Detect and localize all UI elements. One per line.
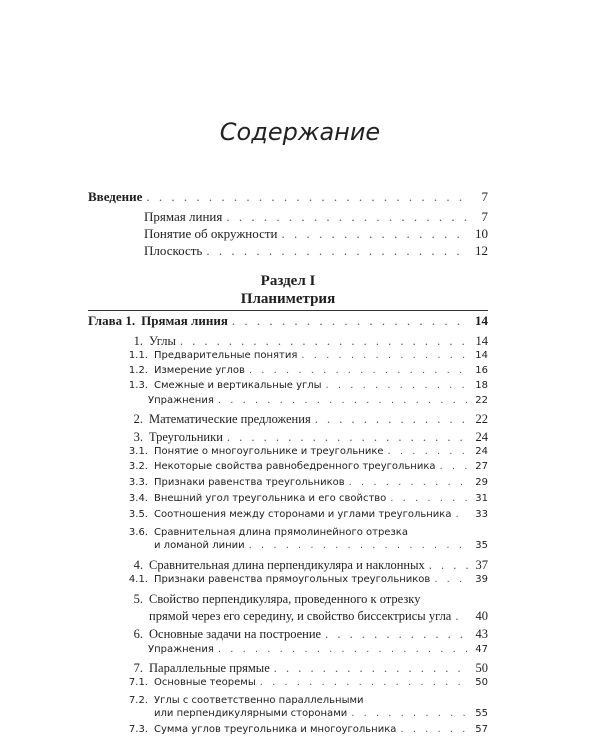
toc-subsection[interactable] bbox=[88, 477, 488, 489]
toc-page: 57 bbox=[475, 724, 488, 735]
toc-subsection[interactable] bbox=[88, 380, 488, 392]
leader-dots bbox=[274, 661, 468, 675]
toc-label: Упражнения bbox=[148, 395, 214, 406]
subsection-number: 3.2. bbox=[128, 461, 148, 472]
toc-page: 50 bbox=[475, 677, 488, 688]
toc-subsection[interactable] bbox=[88, 461, 488, 473]
subsection-number: 3.1. bbox=[128, 446, 148, 457]
toc-section[interactable] bbox=[88, 627, 488, 641]
toc-label: Соотношения между сторонами и углами треугольника bbox=[154, 509, 452, 520]
subsection-number: 3.3. bbox=[128, 477, 148, 488]
leader-dots bbox=[400, 724, 468, 736]
toc-label: Параллельные прямые bbox=[149, 661, 270, 675]
section-number: 1. bbox=[133, 334, 143, 348]
toc-subsection[interactable] bbox=[88, 350, 488, 362]
leader-dots bbox=[218, 644, 468, 656]
toc-label: Математические предложения bbox=[149, 412, 311, 426]
toc-label: Понятие об окружности bbox=[144, 226, 278, 241]
part-name: Планиметрия bbox=[240, 291, 336, 307]
toc-label: Сумма углов треугольника и многоугольника bbox=[154, 724, 397, 735]
leader-dots bbox=[282, 227, 469, 242]
subsection-number: 1.2. bbox=[128, 365, 148, 376]
toc-label: Углы bbox=[149, 334, 176, 348]
toc-intro-item[interactable] bbox=[88, 227, 488, 242]
subsection-number: 4.1. bbox=[128, 574, 148, 585]
toc-label-line1: Сравнительная длина прямолинейного отрезка bbox=[154, 527, 408, 538]
toc-label-line2: и ломаной линии bbox=[154, 540, 245, 551]
toc-page: 55 bbox=[475, 708, 488, 719]
toc-page: 18 bbox=[475, 380, 488, 391]
toc-label-line2: прямой через его середину, и свойство биссектрисы угла bbox=[149, 609, 452, 623]
toc-label: Плоскость bbox=[144, 243, 203, 258]
leader-dots bbox=[218, 395, 468, 407]
toc-page: 16 bbox=[475, 365, 488, 376]
leader-dots bbox=[349, 477, 468, 489]
toc-label: Прямая линия bbox=[144, 209, 223, 224]
toc-section[interactable] bbox=[88, 592, 488, 607]
toc-page: 24 bbox=[475, 446, 488, 457]
leader-dots bbox=[180, 334, 468, 348]
toc-section[interactable] bbox=[88, 430, 488, 444]
toc-page: 22 bbox=[475, 412, 488, 426]
toc-page: 14 bbox=[475, 313, 488, 328]
toc-label: Сравнительная длина перпендикуляра и наклонных bbox=[149, 558, 425, 572]
leader-dots bbox=[429, 558, 468, 572]
leader-dots bbox=[249, 540, 468, 552]
toc-page: 29 bbox=[475, 477, 488, 488]
toc-label: Треугольники bbox=[149, 430, 223, 444]
toc-page: 37 bbox=[475, 558, 488, 572]
toc-page: 7 bbox=[481, 209, 488, 224]
toc-subsection[interactable] bbox=[88, 574, 488, 586]
toc-page: 27 bbox=[475, 461, 488, 472]
part-number: Раздел I bbox=[260, 273, 316, 289]
toc-section[interactable] bbox=[88, 558, 488, 572]
toc-page: 47 bbox=[475, 644, 488, 655]
leader-dots bbox=[315, 412, 468, 426]
toc-subsection[interactable] bbox=[88, 693, 488, 708]
toc-label: Введение bbox=[88, 189, 143, 204]
leader-dots bbox=[326, 380, 468, 392]
toc-label: Понятие о многоугольнике и треугольнике bbox=[154, 446, 384, 457]
toc-page: 39 bbox=[475, 574, 488, 585]
toc-page: 22 bbox=[475, 395, 488, 406]
toc-chapter[interactable] bbox=[88, 314, 488, 329]
leader-dots bbox=[232, 314, 468, 329]
leader-dots bbox=[301, 350, 468, 362]
toc-intro[interactable] bbox=[88, 190, 488, 205]
toc-page: 14 bbox=[475, 334, 488, 348]
divider bbox=[88, 310, 488, 311]
leader-dots bbox=[455, 609, 468, 623]
toc-page: 50 bbox=[475, 661, 488, 675]
leader-dots bbox=[351, 708, 468, 720]
leader-dots bbox=[146, 190, 468, 205]
leader-dots bbox=[206, 244, 468, 259]
toc-label-line2: или перпендикулярными сторонами bbox=[154, 708, 348, 719]
toc-subsection-cont[interactable] bbox=[88, 540, 488, 552]
toc-page: 14 bbox=[475, 350, 488, 361]
leader-dots bbox=[325, 627, 468, 641]
toc-page: 43 bbox=[475, 627, 488, 641]
section-number: 5. bbox=[133, 592, 143, 606]
toc-subsection[interactable] bbox=[88, 446, 488, 458]
toc-intro-item[interactable] bbox=[88, 244, 488, 259]
toc-label: Основные теоремы bbox=[154, 677, 256, 688]
toc-page: 12 bbox=[475, 243, 488, 258]
toc-label: Признаки равенства треугольников bbox=[154, 477, 345, 488]
toc-subsection[interactable] bbox=[88, 677, 488, 689]
section-number: 4. bbox=[133, 558, 143, 572]
section-number: 6. bbox=[133, 627, 143, 641]
subsection-number: 1.1. bbox=[128, 350, 148, 361]
leader-dots bbox=[226, 210, 468, 225]
leader-dots bbox=[227, 430, 468, 444]
subsection-number: 7.1. bbox=[128, 677, 148, 688]
toc-page: 40 bbox=[475, 609, 488, 623]
subsection-number: 3.5. bbox=[128, 509, 148, 520]
subsection-number: 7.3. bbox=[128, 724, 148, 735]
toc-page: 31 bbox=[475, 493, 488, 504]
toc-exercises[interactable] bbox=[88, 644, 488, 656]
toc-page: 10 bbox=[475, 226, 488, 241]
toc-label: Упражнения bbox=[148, 644, 214, 655]
leader-dots bbox=[249, 365, 468, 377]
leader-dots bbox=[440, 461, 469, 473]
toc-label: Измерение углов bbox=[154, 365, 245, 376]
leader-dots bbox=[260, 677, 468, 689]
toc-intro-item[interactable] bbox=[88, 210, 488, 225]
toc-page: 24 bbox=[475, 430, 488, 444]
subsection-number: 3.6. bbox=[128, 527, 148, 538]
toc-section[interactable] bbox=[88, 412, 488, 426]
leader-dots bbox=[388, 446, 468, 458]
chapter-title: Прямая линия bbox=[141, 313, 228, 328]
page-title: Содержание bbox=[219, 118, 381, 146]
toc-section-cont[interactable] bbox=[88, 609, 488, 623]
toc-section[interactable] bbox=[88, 661, 488, 675]
toc-subsection[interactable] bbox=[88, 509, 488, 521]
leader-dots bbox=[434, 574, 468, 586]
toc-page: 35 bbox=[475, 540, 488, 551]
toc-page: 33 bbox=[475, 509, 488, 520]
toc-label: Некоторые свойства равнобедренного треугольника bbox=[154, 461, 436, 472]
toc-label-line1: Углы с соответственно параллельными bbox=[154, 695, 364, 706]
subsection-number: 3.4. bbox=[128, 493, 148, 504]
toc-label: Смежные и вертикальные углы bbox=[154, 380, 322, 391]
subsection-number: 1.3. bbox=[128, 380, 148, 391]
toc-subsection[interactable] bbox=[88, 493, 488, 505]
toc-label-line1: Свойство перпендикуляра, проведенного к отрезку bbox=[149, 592, 421, 606]
section-number: 3. bbox=[133, 430, 143, 444]
toc-label: Основные задачи на построение bbox=[149, 627, 322, 641]
section-number: 7. bbox=[133, 661, 143, 675]
chapter-label: Глава 1. bbox=[88, 313, 136, 328]
toc-section[interactable] bbox=[88, 334, 488, 348]
toc-subsection[interactable] bbox=[88, 365, 488, 377]
toc-subsection-cont[interactable] bbox=[88, 708, 488, 720]
leader-dots bbox=[390, 493, 468, 505]
toc-label: Предварительные понятия bbox=[154, 350, 298, 361]
toc-label: Внешний угол треугольника и его свойство bbox=[154, 493, 387, 504]
toc-subsection[interactable] bbox=[88, 724, 488, 736]
section-number: 2. bbox=[133, 412, 143, 426]
leader-dots bbox=[455, 509, 468, 521]
toc-label: Признаки равенства прямоугольных треугольников bbox=[154, 574, 431, 585]
toc-exercises[interactable] bbox=[88, 395, 488, 407]
toc-page: 7 bbox=[481, 189, 488, 204]
subsection-number: 7.2. bbox=[128, 695, 148, 706]
toc-subsection[interactable] bbox=[88, 525, 488, 540]
